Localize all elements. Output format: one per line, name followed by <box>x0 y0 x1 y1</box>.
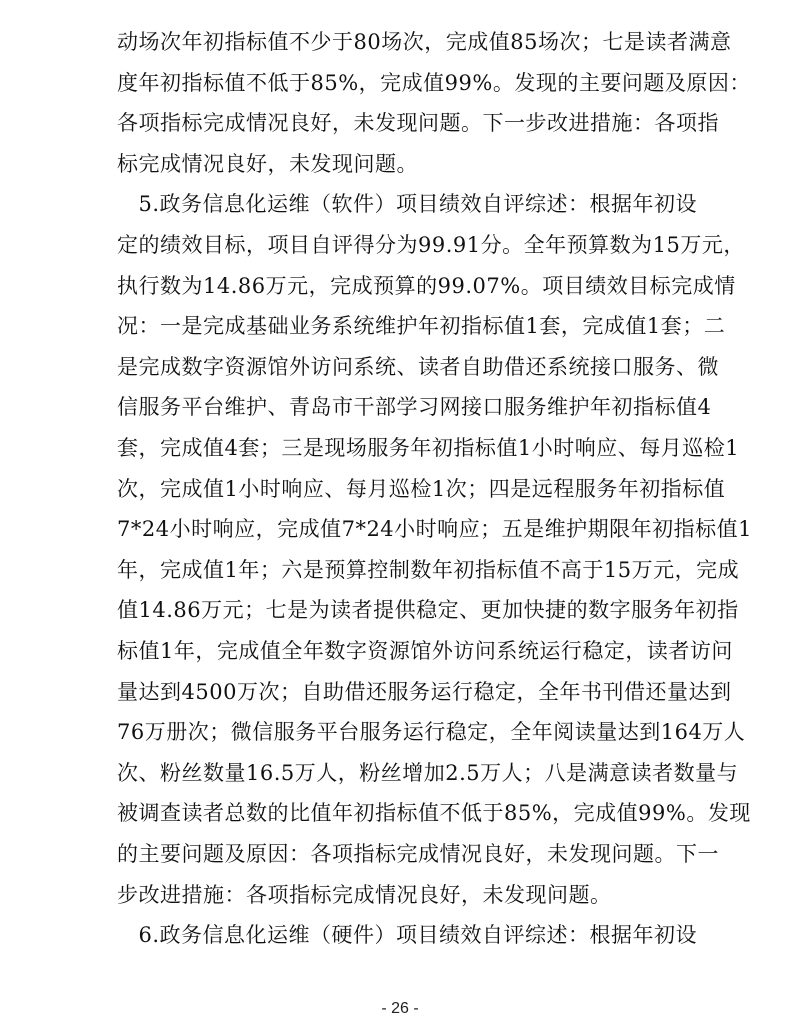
body-text-line: 况：一是完成基础业务系统维护年初指标值1套，完成值1套；二 <box>117 314 726 339</box>
body-text-line: 定的绩效目标，项目自评得分为99.91分。全年预算数为15万元， <box>117 233 745 257</box>
body-text-line: 7*24小时响应，完成值7*24小时响应；五是维护期限年初指标值1 <box>117 517 753 542</box>
body-text-line: 标值1年，完成值全年数字资源馆外访问系统运行稳定，读者访问 <box>117 639 733 663</box>
body-text-line: 套，完成值4套；三是现场服务年初指标值1小时响应、每月巡检1 <box>117 436 740 460</box>
body-text-line: 次，完成值1小时响应、每月巡检1次；四是远程服务年初指标值 <box>117 476 726 501</box>
body-text-line: 的主要问题及原因：各项指标完成情况良好，未发现问题。下一 <box>117 842 719 866</box>
body-text-line: 次、粉丝数量16.5万人，粉丝增加2.5万人；八是满意读者数量与 <box>117 760 739 785</box>
body-text-line: 被调查读者总数的比值年初指标值不低于85%，完成值99%。发现 <box>117 801 751 826</box>
body-text-line: 量达到4500万次；自助借还服务运行稳定，全年书刊借还量达到 <box>117 679 732 704</box>
body-text-line: 各项指标完成情况良好，未发现问题。下一步改进措施：各项指 <box>117 111 719 136</box>
body-text-line: 动场次年初指标值不少于80场次，完成值85场次；七是读者满意 <box>117 30 732 54</box>
body-text-line: 76万册次；微信服务平台服务运行稳定，全年阅读量达到164万人 <box>117 720 746 745</box>
body-text-line: 年，完成值1年；六是预算控制数年初指标值不高于15万元，完成 <box>117 557 740 582</box>
body-text-line: 标完成情况良好，未发现问题。 <box>117 151 418 176</box>
body-text-line: 执行数为14.86万元，完成预算的99.07%。项目绩效目标完成情 <box>117 273 736 298</box>
paragraph-5-first-line: 5.政务信息化运维（软件）项目绩效自评综述：根据年初设 <box>117 192 698 217</box>
body-text-line: 步改进措施：各项指标完成情况良好，未发现问题。 <box>117 882 612 907</box>
body-text-line: 度年初指标值不低于85%，完成值99%。发现的主要问题及原因： <box>117 70 751 95</box>
body-text-line: 值14.86万元；七是为读者提供稳定、更加快捷的数字服务年初指 <box>117 598 739 623</box>
body-text-line: 信服务平台维护、青岛市干部学习网接口服务维护年初指标值4 <box>117 395 712 420</box>
paragraph-6-line: 6.政务信息化运维（硬件）项目绩效自评综述：根据年初设 <box>117 923 698 948</box>
page-number: - 26 - <box>381 1000 419 1017</box>
body-text-line: 是完成数字资源馆外访问系统、读者自助借还系统接口服务、微 <box>117 354 719 379</box>
